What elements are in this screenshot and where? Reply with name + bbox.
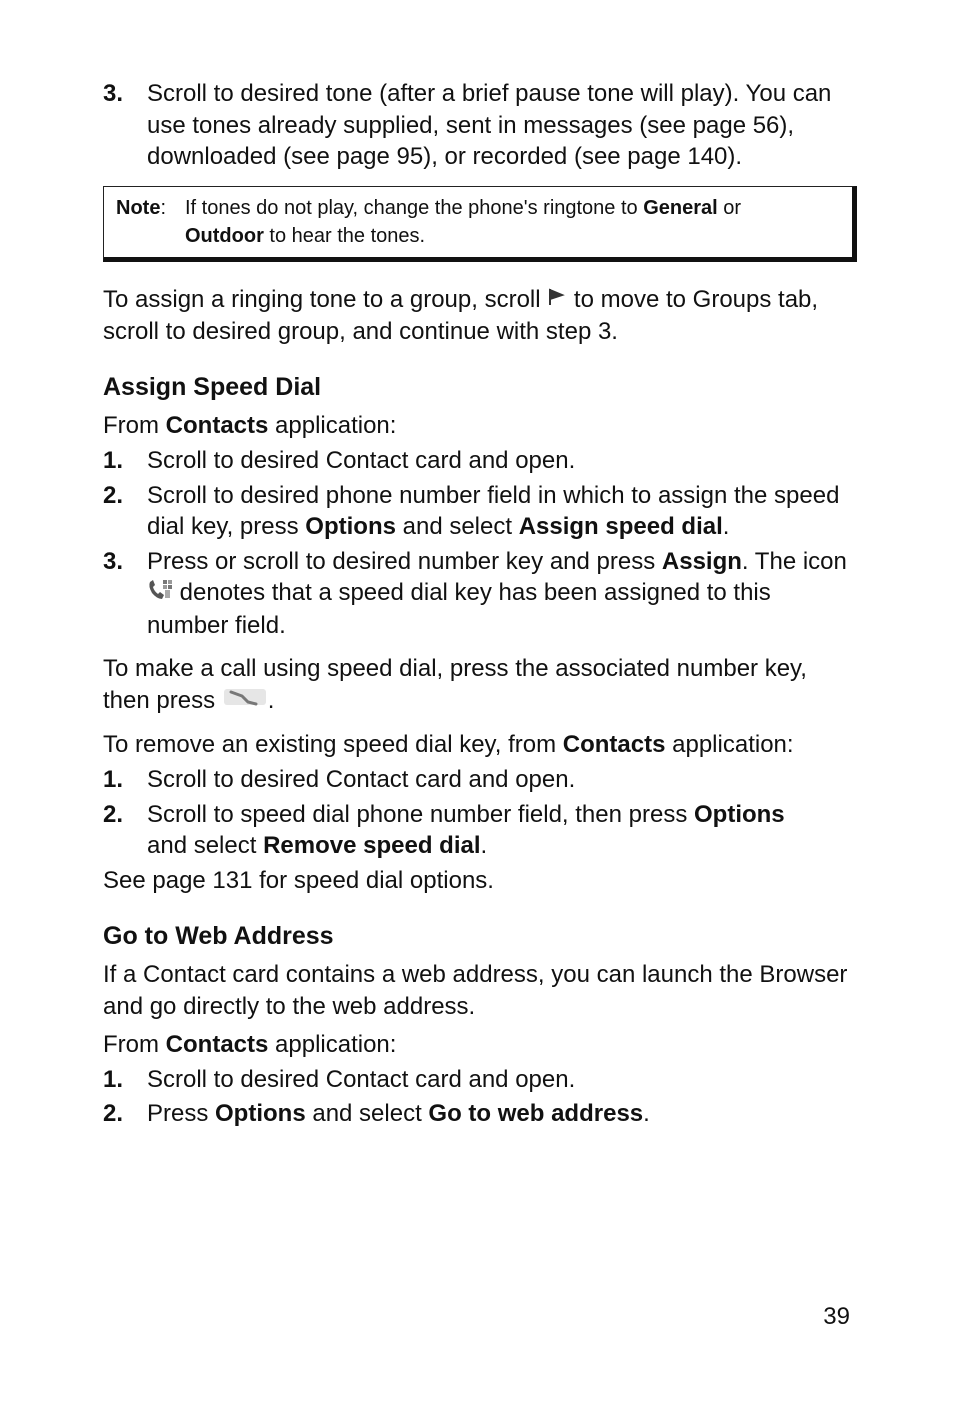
- send-key-icon: [222, 685, 268, 717]
- note-outdoor: Outdoor: [185, 224, 264, 247]
- step-number: 3.: [103, 547, 124, 575]
- remove-intro: [103, 729, 855, 761]
- remove-text: To remove an existing speed dial key, from: [103, 731, 563, 759]
- step-number: 1.: [103, 766, 124, 794]
- contacts-app-name: Contacts: [165, 1030, 269, 1058]
- go-to-web-address-label: Go to web address: [428, 1100, 644, 1128]
- note-general: General: [643, 196, 718, 219]
- step-text: and select: [147, 832, 264, 860]
- from-text: From: [103, 1030, 166, 1058]
- speed-dial-step-3: [103, 546, 855, 642]
- step-text: Scroll to desired tone (after a brief pause tone will play). You can use tones already supplied, sent in messages (see page 56), downloaded (see page 95), or recorded (see page 140).: [147, 80, 832, 170]
- step-text: .: [480, 832, 488, 860]
- step-text: and select: [305, 1100, 429, 1128]
- from-text: application:: [268, 1030, 397, 1058]
- step-3-tone: [103, 78, 855, 173]
- from-text: application:: [268, 412, 397, 440]
- speed-dial-call-paragraph: [103, 653, 855, 718]
- remove-speed-dial-label: Remove speed dial: [263, 832, 481, 860]
- note-text: If tones do not play, change the phone's ringtone to: [185, 196, 644, 219]
- remove-step-2: [103, 799, 855, 862]
- note-text: or: [717, 196, 742, 219]
- remove-step-1: [103, 764, 855, 796]
- call-text: .: [267, 686, 275, 714]
- call-text: To make a call using speed dial, press the associated number key, then press: [103, 654, 807, 714]
- step-text: Press or scroll to desired number key and press: [147, 547, 662, 575]
- remove-text: application:: [665, 731, 794, 759]
- step-text: Scroll to desired Contact card and open.: [147, 766, 576, 794]
- right-arrow-icon: [547, 284, 567, 316]
- contacts-app-name: Contacts: [562, 731, 666, 759]
- note-label-wrap: [116, 194, 166, 222]
- speed-dial-icon: [147, 578, 173, 611]
- contacts-app-name: Contacts: [165, 412, 269, 440]
- options-label: Options: [215, 1100, 306, 1128]
- manual-page: [103, 78, 855, 1130]
- groups-paragraph: [103, 284, 855, 349]
- assign-label: Assign: [661, 547, 742, 575]
- see-page-note: See page 131 for speed dial options.: [103, 866, 494, 894]
- note-box: [103, 186, 857, 262]
- step-text: Scroll to desired Contact card and open.: [147, 447, 576, 475]
- step-number: 2.: [103, 481, 124, 509]
- step-text: .: [722, 513, 730, 541]
- page-number: 39: [823, 1303, 850, 1330]
- step-text: Scroll to desired phone number field in which to assign the speed dial key, press: [147, 481, 840, 541]
- web-address-heading: Go to Web Address: [103, 921, 334, 950]
- web-step-2: [103, 1098, 855, 1130]
- speed-dial-step-2: [103, 480, 855, 543]
- groups-text: To assign a ringing tone to a group, scroll: [103, 285, 548, 313]
- step-number: 2.: [103, 800, 124, 828]
- groups-text: to move to Groups tab, scroll to desired group, and continue with step 3.: [103, 285, 819, 346]
- from-text: From: [103, 412, 166, 440]
- assign-speed-dial-label: Assign speed dial: [518, 513, 723, 541]
- speed-dial-heading: Assign Speed Dial: [103, 373, 322, 402]
- step-number: 1.: [103, 447, 124, 475]
- web-intro: If a Contact card contains a web address, you can launch the Browser and go directly to the web address.: [103, 960, 848, 1020]
- speed-dial-step-1: [103, 445, 855, 477]
- note-label: Note: [116, 196, 161, 219]
- step-text: . The icon: [741, 547, 847, 575]
- step-text: Scroll to speed dial phone number field, then press: [147, 800, 694, 828]
- step-number: 2.: [103, 1100, 124, 1128]
- step-text: Press: [147, 1100, 216, 1128]
- step-text: .: [643, 1100, 650, 1128]
- note-text: to hear the tones.: [263, 224, 426, 247]
- step-number: 3.: [103, 80, 124, 107]
- options-label: Options: [694, 800, 785, 828]
- web-from: [103, 1029, 855, 1061]
- speed-dial-from: [103, 410, 855, 442]
- options-label: Options: [305, 513, 396, 541]
- note-colon: :: [160, 196, 167, 219]
- step-text: Scroll to desired Contact card and open.: [147, 1065, 576, 1093]
- step-number: 1.: [103, 1065, 124, 1093]
- web-step-1: [103, 1064, 855, 1096]
- step-text: and select: [395, 513, 519, 541]
- step-text: denotes that a speed dial key has been assigned to this number field.: [147, 579, 771, 640]
